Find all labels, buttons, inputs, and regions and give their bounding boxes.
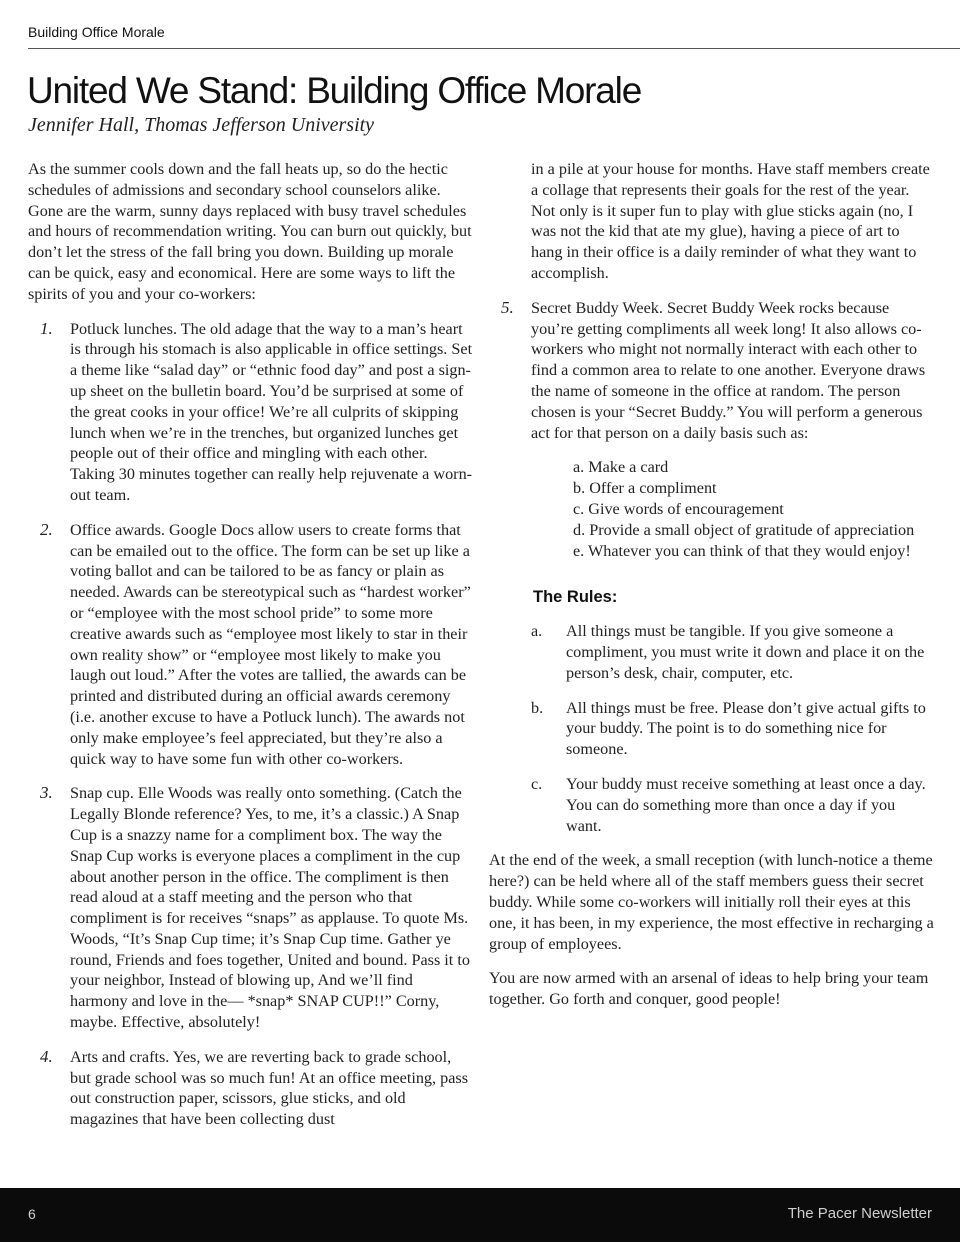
- item-number: 2.: [40, 519, 53, 539]
- rule-letter: b.: [531, 698, 544, 717]
- page-number: 6: [28, 1206, 36, 1222]
- rule-text: All things must be tangible. If you give someone a compliment, you must write it down and place it on the person’s desk, chair, computer, etc.: [566, 622, 925, 682]
- left-column: [28, 159, 473, 1144]
- morale-ideas-list: [28, 319, 473, 1130]
- buddy-act-item: a. Make a card: [573, 458, 669, 477]
- rule-letter: c.: [531, 774, 543, 793]
- morale-ideas-list-continued: [489, 298, 934, 444]
- item-text: Office awards. Google Docs allow users to create forms that can be emailed out to the office. The form can be set up like a voting ballot and can be tailored to be as fancy or plain as needed. Awards can be stereotypical such as “hardest worker” or “employee with the most school pride” to some more creative awards such as “employee most likely to star in their own reality show” or “employee most likely to make you laugh out loud.” After the votes are tallied, the awards can be printed and distributed during an official awards ceremony (i.e. another excuse to have a Potluck lunch). The awards not only make employee’s feel appreciated, but they’re also a quick way to have some fun with other co-workers.: [70, 520, 471, 768]
- rule-text: Your buddy must receive something at least once a day. You can do something more than once a day if you want.: [566, 774, 926, 835]
- article-byline: Jennifer Hall, Thomas Jefferson University: [28, 114, 375, 136]
- item-text: Arts and crafts. Yes, we are reverting back to grade school, but grade school was so much fun! At an office meeting, pass out construction paper, scissors, glue sticks, and old magazines that have been collecting dust: [70, 1047, 468, 1129]
- rule-item: [489, 698, 934, 760]
- list-item: [28, 783, 473, 1033]
- item-text: Secret Buddy Week. Secret Buddy Week rocks because you’re getting compliments all week long! It also allows co-workers who might not normally interact with each other to find a common area to relate to one another. Everyone draws the name of someone in the office at random. The person chosen is your “Secret Buddy.” You will perform a generous act for that person on a daily basis such as:: [531, 298, 926, 442]
- rule-item: [489, 774, 934, 836]
- rule-item: [489, 621, 934, 683]
- buddy-act-item: b. Offer a compliment: [573, 479, 717, 498]
- item-number: 4.: [40, 1046, 53, 1066]
- closing-paragraph: You are now armed with an arsenal of ideas to help bring your team together. Go forth and conquer, good people!: [489, 969, 929, 1009]
- running-head: Building Office Morale: [28, 24, 165, 40]
- intro-paragraph: As the summer cools down and the fall heats up, so do the hectic schedules of admissions and secondary school counselors alike. Gone are the warm, sunny days replaced with busy travel schedules and hours of recommendation writing. You can burn out quickly, but don’t let the stress of the fall bring you down. Building up morale can be quick, easy and economical. Here are some ways to lift the spirits of you and your co-workers:: [28, 160, 472, 303]
- publication-name: The Pacer Newsletter: [787, 1205, 932, 1222]
- item-number: 1.: [40, 318, 53, 338]
- buddy-act-item: c. Give words of encouragement: [573, 499, 784, 518]
- buddy-acts-list: [573, 457, 934, 561]
- list-item: [28, 319, 473, 506]
- buddy-act-item: d. Provide a small object of gratitude of appreciation: [573, 520, 915, 539]
- right-column: [489, 159, 934, 1024]
- item-4-continued: in a pile at your house for months. Have staff members create a collage that represents their goals for the rest of the year. Not only is it super fun to play with glue sticks again (no, I was not the kid that ate my glue), having a piece of art to hang in their office is a daily reminder of what they want to accomplish.: [531, 160, 930, 282]
- footer-bar: [0, 1188, 960, 1242]
- item-text: Snap cup. Elle Woods was really onto something. (Catch the Legally Blonde reference? Yes, to me, it’s a classic.) A Snap Cup is a snazzy name for a compliment box. The way the Snap Cup works is everyone places a compliment in the cup about another person in the office. The compliment is then read aloud at a staff meeting and the person who that compliment is for receives “snaps” as applause. To quote Ms. Woods, “It’s Snap Cup time; it’s Snap Cup time. Gather ye round, Friends and foes together, United and bound. Pass it to your neighbor, Instead of blowing up, And we’ll find harmony and love in the— *snap* SNAP CUP!!” Corny, maybe. Effective, absolutely!: [70, 784, 470, 1032]
- article-title: United We Stand: Building Office Morale: [27, 70, 642, 111]
- rule-letter: a.: [531, 622, 543, 641]
- item-number: 5.: [501, 297, 514, 317]
- closing-paragraph: At the end of the week, a small reception (with lunch-notice a theme here?) can be held where all of the staff members guess their secret buddy. While some co-workers will initially roll their eyes at this one, it has been, in my experience, the most effective in recharging a group of employees.: [489, 851, 934, 953]
- rules-heading: The Rules:: [533, 588, 618, 607]
- list-item: [28, 520, 473, 770]
- list-item: [489, 298, 934, 444]
- rule-text: All things must be free. Please don’t give actual gifts to your buddy. The point is to do something nice for someone.: [566, 698, 926, 759]
- buddy-act-item: e. Whatever you can think of that they would enjoy!: [573, 541, 911, 560]
- item-number: 3.: [40, 783, 53, 803]
- rules-list: [489, 621, 934, 836]
- list-item: [28, 1047, 473, 1130]
- header-divider: [28, 48, 960, 49]
- item-text: Potluck lunches. The old adage that the way to a man’s heart is through his stomach is also applicable in office settings. Set a theme like “salad day” or “ethnic food day” and post a sign-up sheet on the bulletin board. You’d be surprised at some of the great cooks in your office! We’re all culprits of skipping lunch when we’re in the trenches, but organized lunches get people out of their office and mingling with each other. Taking 30 minutes together can really help rejuvenate a worn-out team.: [70, 319, 473, 504]
